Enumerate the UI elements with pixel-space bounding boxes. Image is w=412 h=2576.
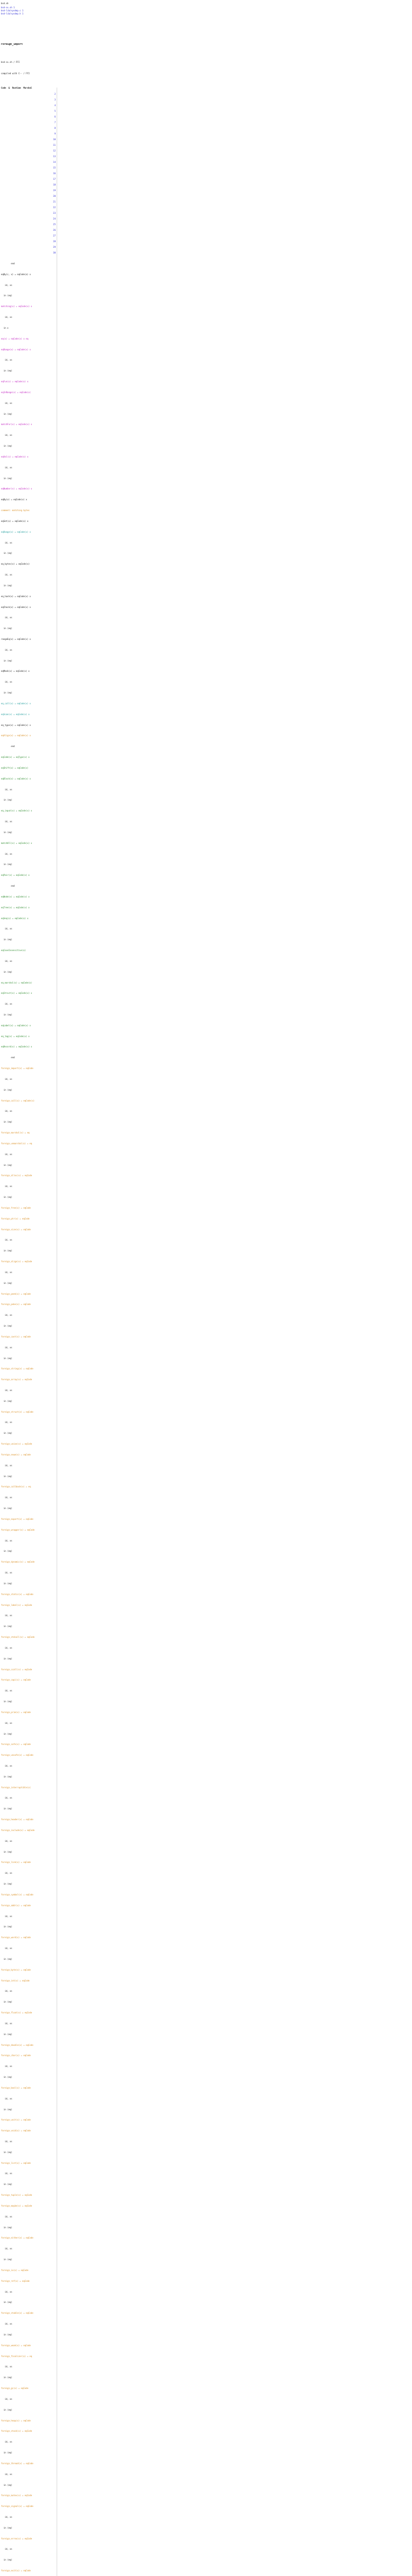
code-line: foreign_alloc(x) = eqCode	[1, 1174, 32, 1177]
line-number[interactable]: 28	[53, 240, 56, 243]
code-line: id, xs	[1, 359, 12, 361]
code-line: foreign_stdcall(x) = eqCode	[1, 1636, 35, 1638]
code-line: in (eq)	[1, 1925, 12, 1928]
code-line: foreign_tuple(x) = eqCode	[1, 2194, 32, 2196]
code-line: in (eq)	[1, 1582, 12, 1585]
code-line: in (eq)	[1, 1325, 12, 1327]
line-number[interactable]: 26	[53, 229, 56, 231]
code-line: id, xs	[1, 960, 12, 962]
code-line: id, xs	[1, 1722, 12, 1724]
file-title: bsd.sh	[1, 2, 9, 5]
code-line: eqBy(c, x) = eqCode(a) x	[1, 273, 31, 276]
code-line: id, xs	[1, 434, 12, 436]
code-line: in (eq)	[1, 2558, 12, 2561]
line-number[interactable]: 29	[53, 246, 56, 248]
code-line: in (eq)	[1, 2108, 12, 2111]
code-line: foreign_unmarshal(x) = eq	[1, 1142, 32, 1145]
header-link-text[interactable]: bsd-sv.sh 1	[1, 6, 15, 9]
code-line: matchFor(x) = eqCode(x) x	[1, 423, 32, 426]
code-line: eq_marshal(x) = eqCode(x)	[1, 981, 32, 984]
code-line: id, xs	[1, 2516, 12, 2518]
code-line: id, xs	[1, 1947, 12, 1950]
code-line: in (eq)	[1, 2484, 12, 2486]
code-line: eqLabel(x) = eqCode(x) x	[1, 1024, 31, 1027]
code-line: foreign_include(x) = eqCode	[1, 1829, 35, 1832]
code-line: foreign_link(x) = eqCode	[1, 1861, 31, 1863]
code-line: foreign_import(x) = eqCode	[1, 1067, 33, 1070]
line-number[interactable]: 5	[54, 110, 56, 112]
code-line: foreign_call(x) = eqCode(x)	[1, 1099, 35, 1102]
code-line: foreign_maybe(x) = eqCode	[1, 2205, 32, 2207]
code-line: in (eq)	[1, 2527, 12, 2529]
code-line: id, xs	[1, 541, 12, 544]
code-line: id, xs	[1, 1872, 12, 1874]
code-line: eqTree(x) = eqCode(x) x	[1, 906, 30, 909]
code-line: eqSet(x) = eqCode(x) x	[1, 520, 28, 522]
code-line: in (eq)	[1, 1775, 12, 1778]
code-line: foreign_dynamic(x) = eqCode	[1, 1561, 35, 1563]
code-line: in (eq)	[1, 1475, 12, 1478]
line-number[interactable]: 16	[53, 172, 56, 175]
code-line: id, xs	[1, 2140, 12, 2143]
code-line: in (eq)	[1, 552, 12, 554]
code-line: foreign_stable(x) = eqCode	[1, 2312, 33, 2314]
code-line: id, xs	[1, 1539, 12, 1542]
subheader-line: bsd-sv.sh / FFI	[1, 61, 20, 63]
code-line: foreign_char(x) = eqCode	[1, 2054, 31, 2057]
line-number[interactable]: 25	[53, 223, 56, 226]
code-line: in (eq)	[1, 294, 12, 297]
code-line: in x	[1, 327, 9, 329]
code-line: id, xs	[1, 2365, 12, 2368]
code-line: foreign_export(x) = eqCode	[1, 1518, 33, 1520]
code-line: id, xs	[1, 1185, 12, 1188]
code-line: in (eq)	[1, 413, 12, 415]
code-line: eqCaseInsensitive(x)	[1, 949, 26, 952]
code-line: id, xs	[1, 853, 12, 855]
code-line: in (eq)	[1, 2076, 12, 2078]
code-line: foreign_either(x) = eqCode	[1, 2236, 33, 2239]
code-line: id, xs	[1, 2172, 12, 2175]
code-line: foreign_signal(x) = eqCode	[1, 2505, 33, 2507]
line-number[interactable]: 17	[53, 178, 56, 180]
code-line: foreign_void(x) = eqCode	[1, 2129, 31, 2132]
code-line: in (eq)	[1, 1282, 12, 1284]
code-line: id, xs	[1, 788, 12, 791]
code-line: foreign_mutex(x) = eqCode	[1, 2494, 32, 2497]
code-line: foreign_unsafe(x) = eqCode	[1, 1754, 33, 1756]
code-line: id, xs	[1, 284, 12, 286]
code-line: in (eq)	[1, 831, 12, 834]
line-number[interactable]: 9	[54, 132, 56, 135]
code-line: foreign_static(x) = eqCode	[1, 1593, 33, 1596]
code-line: foreign_enum(x) = eqCode	[1, 1453, 31, 1456]
code-line: end	[1, 885, 15, 887]
code-line: id, xs	[1, 1765, 12, 1767]
code-line: in (eq)	[1, 659, 12, 662]
code-line: eqPair(x) = eqCode(x) x	[1, 874, 30, 876]
code-line: eqShift(x) = eqCode(x)	[1, 767, 28, 769]
code-line: eqFun(x) = eqCode(x) x	[1, 380, 28, 383]
code-line: foreign_word(x) = eqCode	[1, 1936, 31, 1939]
code-line: id, xs	[1, 2097, 12, 2100]
code-line: eqBlock(x) = eqCode(x) x	[1, 777, 31, 780]
code-line: id, xs	[1, 1389, 12, 1392]
code-line: foreign_safe(x) = eqCode	[1, 1743, 31, 1745]
code-line: in (eq)	[1, 1164, 12, 1166]
code-line: id, xs	[1, 2065, 12, 2067]
code-line: foreign_unit(x) = eqCode	[1, 2119, 31, 2121]
code-line: id, xs	[1, 1797, 12, 1799]
code-line: in (eq)	[1, 1357, 12, 1360]
line-number[interactable]: 30	[53, 251, 56, 254]
line-number[interactable]: 6	[54, 115, 56, 118]
code-line: eqRecord(x) = eqCode(x) x	[1, 1045, 32, 1048]
code-line: id, xs	[1, 1689, 12, 1692]
code-line: in (eq)	[1, 2451, 12, 2454]
code-line: eqMask(x) = eqCode(x) x	[1, 670, 30, 672]
code-line: foreign_prim(x) = eqCode	[1, 1711, 31, 1714]
code-line: end	[1, 262, 15, 265]
code-line: id, xs	[1, 2441, 12, 2443]
code-line: id, xs	[1, 820, 12, 823]
line-number[interactable]: 22	[53, 206, 56, 209]
header-link[interactable]	[1, 12, 59, 15]
code-line: eqAlign(x) = eqCode(x) x	[1, 734, 31, 737]
code-line: foreign_capi(x) = eqCode	[1, 1679, 31, 1681]
code-line: foreign_free(x) = eqCode	[1, 1207, 31, 1209]
code-line: in (eq)	[1, 627, 12, 630]
code-line: in (eq)	[1, 369, 12, 372]
code-line: eq_tag(x) = eqCode(x) x	[1, 1035, 30, 1038]
code-line: eqInRange(x) = eqCode(x)	[1, 391, 31, 394]
code-line: id, xs	[1, 1110, 12, 1112]
code-line: foreign_peek(x) = eqCode	[1, 1293, 31, 1295]
line-number[interactable]: 4	[54, 104, 56, 107]
code-line: foreign_errno(x) = eqCode	[1, 2537, 32, 2540]
code-line: foreign_size(x) = eqCode	[1, 1228, 31, 1231]
code-line: foreign_label(x) = eqCode	[1, 1604, 32, 1606]
code-line: eqCheck(x) = eqCode(x) x	[1, 606, 31, 608]
code-line: id, xs	[1, 1571, 12, 1574]
code-line: id, xs	[1, 1239, 12, 1241]
code-line: in (eq)	[1, 1958, 12, 1960]
code-line: in (eq)	[1, 1121, 12, 1123]
line-number[interactable]: 24	[53, 217, 56, 220]
code-line: foreign_header(x) = eqCode	[1, 1818, 33, 1821]
line-number[interactable]: 11	[53, 144, 56, 146]
code-line: comment: matching bytes	[1, 509, 30, 512]
code-line: in (eq)	[1, 1883, 12, 1885]
code-line: eq(x) = eqCode(x) x eq	[1, 337, 28, 340]
code-line: id, xs	[1, 2398, 12, 2400]
code-line: id, xs	[1, 2215, 12, 2218]
code-line: in (eq)	[1, 2001, 12, 2003]
code-line: in (eq)	[1, 2258, 12, 2261]
code-line: foreign_struct(x) = eqCode	[1, 1411, 33, 1413]
code-line: foreign_cast(x) = eqCode	[1, 1335, 31, 1338]
code-line: id, xs	[1, 2473, 12, 2476]
code-line: foreign_exit(x) = eqCode	[1, 2569, 31, 2572]
code-line: id, xs	[1, 573, 12, 576]
table-heading: Code & Runtime Marshal	[1, 87, 32, 89]
code-line: eqRange(x) = eqCode(x) x	[1, 531, 31, 533]
code-line: foreign_string(x) = eqCode	[1, 1367, 33, 1370]
code-line: id, xs	[1, 2548, 12, 2550]
code-line: eqStruct(x) = eqCode(x) x	[1, 992, 32, 994]
code-line: id, xs	[1, 1990, 12, 1992]
code-line: id, xs	[1, 616, 12, 619]
code-line: matchAll(x) = eqCode(x) x	[1, 842, 32, 844]
line-number[interactable]: 21	[53, 200, 56, 203]
code-line: in (eq)	[1, 1700, 12, 1703]
line-number[interactable]: 2	[54, 93, 56, 95]
line-number[interactable]: 14	[53, 161, 56, 163]
code-line: foreign_callback(x) = eq	[1, 1485, 31, 1488]
header-link-text[interactable]: bsd-lib/sysdep.h 1	[1, 12, 24, 15]
code-line: foreign_wrapper(x) = eqCode	[1, 1529, 35, 1531]
code-line: id, xs	[1, 1647, 12, 1649]
code-line: foreign_stack(x) = eqCode	[1, 2430, 32, 2432]
code-line: foreign_bool(x) = eqCode	[1, 2087, 31, 2089]
line-number[interactable]: 23	[53, 212, 56, 214]
code-line: foreign_poke(x) = eqCode	[1, 1303, 31, 1306]
code-line: in (eq)	[1, 863, 12, 866]
line-number[interactable]: 15	[53, 166, 56, 169]
code-line: foreign_float(x) = eqCode	[1, 2011, 32, 2014]
code-line: id, xs	[1, 316, 12, 318]
code-line: eqNode(x) = eqCode(x) x	[1, 895, 30, 898]
code-line: foreign_ccall(x) = eqCode	[1, 1668, 32, 1671]
code-line: foreign_ref(x) = eqCode	[1, 2280, 30, 2282]
code-line: end	[1, 1056, 15, 1059]
header-link[interactable]	[1, 9, 59, 12]
code-line: matching(x) = eqCode(x) x	[1, 305, 32, 308]
code-line: in (eq)	[1, 1807, 12, 1810]
code-line: in (eq)	[1, 1249, 12, 1252]
code-line: end	[1, 745, 15, 748]
code-line: id, xs	[1, 649, 12, 651]
header-link-text[interactable]: bsd-lib/sysdep.c 1	[1, 9, 24, 12]
code-line: id, xs	[1, 466, 12, 469]
code-line: foreign_finalizer(x) = eq	[1, 2355, 32, 2358]
code-line: id, xs	[1, 2247, 12, 2250]
code-line: in (eq)	[1, 445, 12, 447]
code-line: eqRange(x) = eqCode(x) x	[1, 348, 31, 351]
code-line: foreign_addr(x) = eqCode	[1, 1904, 31, 1907]
source-listing	[0, 0, 59, 2576]
code-line: in (eq)	[1, 2226, 12, 2229]
code-line: in (eq)	[1, 1196, 12, 1198]
code-line: foreign_align(x) = eqCode	[1, 1260, 32, 1263]
code-line: rangeEq(x) = eqCode(x) x	[1, 638, 31, 640]
code-line: in (eq)	[1, 971, 12, 973]
code-line: foreign_symbol(x) = eqCode	[1, 1893, 33, 1896]
code-line: id, xs	[1, 402, 12, 404]
section-title: Foreign_import	[1, 43, 23, 46]
code-line: in (eq)	[1, 799, 12, 801]
code-line: in (eq)	[1, 1432, 12, 1434]
code-line: in (eq)	[1, 1733, 12, 1735]
code-line: in (eq)	[1, 2183, 12, 2185]
line-number[interactable]: 8	[54, 127, 56, 129]
code-line: in (eq)	[1, 2151, 12, 2154]
code-line: in (eq)	[1, 1013, 12, 1016]
code-line: eqNumber(x) = eqCode(x) x	[1, 487, 32, 490]
code-line: id, xs	[1, 1421, 12, 1423]
code-line: in (eq)	[1, 1851, 12, 1853]
code-line: in (eq)	[1, 691, 12, 694]
code-line: in (eq)	[1, 1550, 12, 1552]
line-number[interactable]: 20	[53, 195, 56, 197]
code-line: eqCode(x) = eqType(x) x	[1, 756, 30, 758]
code-line: foreign_int(x) = eqCode	[1, 1979, 30, 1982]
code-line: eq_bytes(x) = eqCode(x)	[1, 563, 30, 565]
code-line: id, xs	[1, 1614, 12, 1617]
line-number[interactable]: 3	[54, 98, 56, 101]
code-line: foreign_byte(x) = eqCode	[1, 1969, 31, 1971]
code-line: foreign_union(x) = eqCode	[1, 1443, 32, 1445]
code-line: in (eq)	[1, 2409, 12, 2411]
code-line: id, xs	[1, 1346, 12, 1349]
code-line: id, xs	[1, 1314, 12, 1316]
code-line: id, xs	[1, 1078, 12, 1080]
line-number[interactable]: 12	[53, 149, 56, 152]
code-line: foreign_io(x) = eqCode	[1, 2269, 28, 2272]
line-number[interactable]: 18	[53, 183, 56, 186]
code-line: id, xs	[1, 1464, 12, 1467]
line-number[interactable]: 19	[53, 189, 56, 192]
code-line: id, xs	[1, 1840, 12, 1842]
code-line: in (eq)	[1, 477, 12, 480]
line-number[interactable]: 7	[54, 121, 56, 124]
code-line: eqScan(x) = eqCode(x) x	[1, 713, 30, 716]
code-line: in (eq)	[1, 2301, 12, 2303]
code-line: id, xs	[1, 927, 12, 930]
subheader-line: compiled with C-- / FFI	[1, 72, 30, 75]
code-line: foreign_weak(x) = eqCode	[1, 2344, 31, 2347]
code-line: id, xs	[1, 1153, 12, 1156]
code-line: id, xs	[1, 1496, 12, 1499]
code-line: eq_hash(x) = eqCode(x) x	[1, 595, 31, 598]
code-line: id, xs	[1, 681, 12, 683]
line-number[interactable]: 13	[53, 155, 56, 158]
code-line: foreign_marshal(x) = eq	[1, 1131, 30, 1134]
code-line: foreign_array(x) = eqCode	[1, 1378, 32, 1381]
line-number[interactable]: 27	[53, 234, 56, 237]
code-line: foreign_gc(x) = eqCode	[1, 2387, 28, 2389]
code-line: in (eq)	[1, 1625, 12, 1628]
code-line: eqVal(x) = eqCode(x) x	[1, 455, 28, 458]
code-line: in (eq)	[1, 584, 12, 587]
code-line: eq_call(x) = eqCode(x) x	[1, 702, 31, 705]
code-line: in (eq)	[1, 1507, 12, 1510]
line-number[interactable]: 10	[53, 138, 56, 141]
code-line: in (eq)	[1, 938, 12, 941]
code-line: in (eq)	[1, 1657, 12, 1660]
code-line: eq_input(x) = eqCode(x) x	[1, 809, 32, 812]
code-line: id, xs	[1, 1003, 12, 1005]
code-line: id, xs	[1, 2022, 12, 2025]
code-line: id, xs	[1, 1915, 12, 1918]
code-line: eqSeq(x) = eqCode(x) x	[1, 917, 28, 920]
code-line: in (eq)	[1, 1089, 12, 1091]
code-line: id, xs	[1, 2323, 12, 2325]
code-line: eqBy(x) = eqCode(x) x	[1, 498, 27, 501]
code-line: eq_type(x) = eqCode(x) x	[1, 724, 31, 726]
code-line: in (eq)	[1, 2376, 12, 2379]
code-line: foreign_double(x) = eqCode	[1, 2044, 33, 2046]
code-line: in (eq)	[1, 2033, 12, 2036]
code-line: in (eq)	[1, 2333, 12, 2336]
code-line: in (eq)	[1, 1400, 12, 1402]
code-line: foreign_ptr(x) = eqCode	[1, 1217, 30, 1220]
code-line: foreign_interruptible(x)	[1, 1786, 31, 1789]
code-line: id, xs	[1, 2291, 12, 2293]
code-line: foreign_list(x) = eqCode	[1, 2162, 31, 2164]
header-link[interactable]	[1, 6, 59, 9]
code-line: id, xs	[1, 1271, 12, 1274]
code-line: foreign_heap(x) = eqCode	[1, 2419, 31, 2422]
code-line: foreign_thread(x) = eqCode	[1, 2462, 33, 2465]
